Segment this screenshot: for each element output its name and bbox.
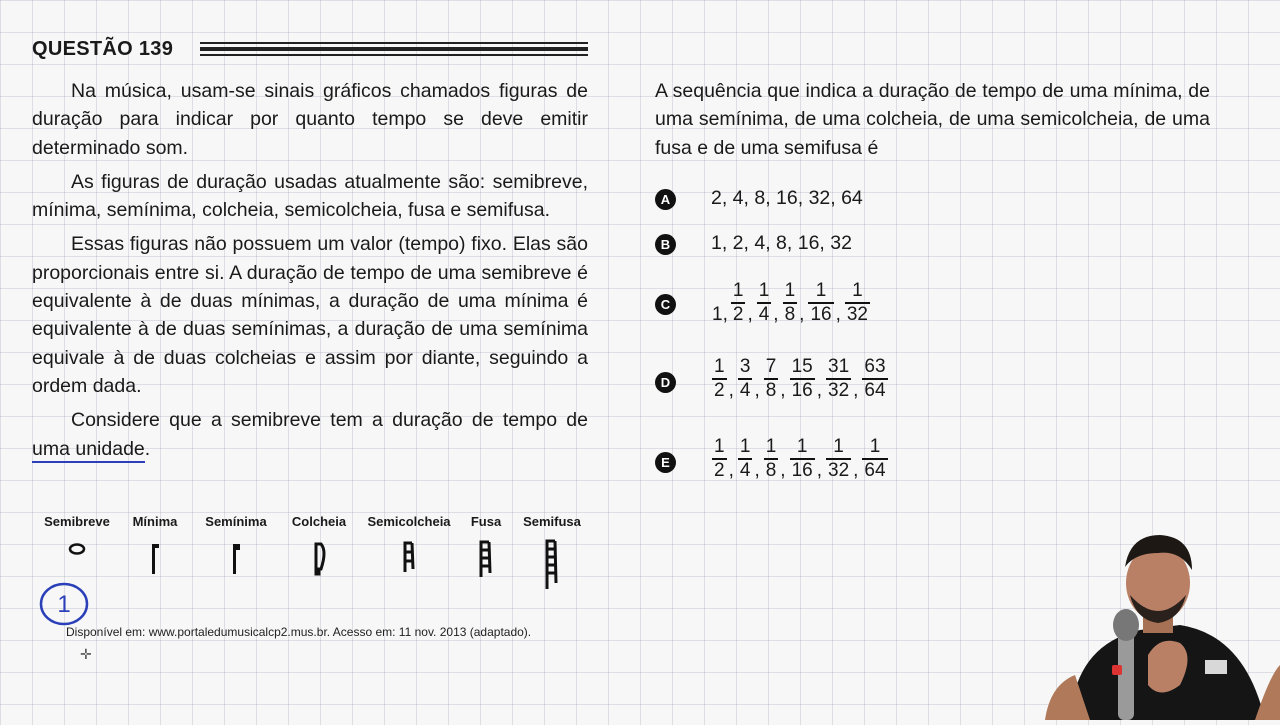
figure-label: Semibreve xyxy=(44,514,110,529)
fraction: $\frac{1}{16}$ xyxy=(810,280,832,325)
option-d-badge: D xyxy=(655,372,676,393)
seminima-icon xyxy=(221,539,251,579)
figure-minima xyxy=(126,514,184,579)
presenter-webcam xyxy=(1030,525,1280,720)
crosshair-cursor-icon: ✛ xyxy=(80,646,92,662)
fraction: $\frac{31}{32}$ xyxy=(828,356,850,401)
fraction: $\frac{1}{64}$ xyxy=(864,436,886,481)
fraction: $\frac{1}{2}$ xyxy=(714,356,725,401)
paragraph-4-end: . xyxy=(144,437,151,460)
fraction: $\frac{3}{4}$ xyxy=(739,356,751,401)
semicolcheia-icon xyxy=(394,539,424,579)
fraction: $\frac{1}{32}$ xyxy=(828,436,850,481)
fraction: $\frac{1}{2}$ xyxy=(732,280,744,325)
figure-label: Mínima xyxy=(132,514,178,529)
fraction: $\frac{1}{4}$ xyxy=(758,280,770,325)
figure-seminima xyxy=(196,514,276,579)
fraction: $\frac{1}{8}$ xyxy=(784,280,796,325)
option-a-badge: A xyxy=(655,189,676,210)
figure-semicolcheia xyxy=(360,514,458,579)
paragraph-4-start: Considere que a semibreve tem a duração de tempo de xyxy=(71,409,588,432)
paragraph-4 xyxy=(32,406,588,463)
option-e-badge: E xyxy=(655,452,676,473)
option-c-fractions: 1, $\frac{1}{2}$ , $\frac{1}{4}$ , $\frac{1}{8}$ , $\frac{1}{16}$ , $\frac{1}{32}$ xyxy=(712,280,868,325)
svg-text:1: 1 xyxy=(57,591,71,618)
note-figures-table xyxy=(30,514,590,604)
option-c-lead: 1, xyxy=(712,303,728,325)
fraction: $\frac{63}{64}$ xyxy=(864,356,886,401)
option-c-badge: C xyxy=(655,294,676,315)
figure-label: Semínima xyxy=(205,514,267,529)
option-b-text: 1, 2, 4, 8, 16, 32 xyxy=(711,232,852,254)
fraction: $\frac{7}{8}$ xyxy=(765,356,777,401)
question-statement xyxy=(32,77,588,469)
option-b-badge: B xyxy=(655,234,676,255)
fraction: $\frac{1}{16}$ xyxy=(791,436,813,481)
question-title: QUESTÃO 139 xyxy=(32,38,174,60)
title-rule xyxy=(200,42,588,59)
highlighted-text: uma unidade xyxy=(32,438,145,463)
option-e-fractions: $\frac{1}{2}$ , $\frac{1}{4}$ , $\frac{1}{8}$ , $\frac{1}{16}$ , $\frac{1}{32}$ , $\frac{1}{64}$ xyxy=(714,436,886,481)
handwritten-circled-one xyxy=(39,581,89,627)
figure-label: Semicolcheia xyxy=(367,514,451,529)
question-header xyxy=(32,38,588,64)
minima-icon xyxy=(140,539,170,579)
semibreve-icon xyxy=(62,539,92,579)
figure-semifusa xyxy=(516,514,588,593)
fraction: $\frac{1}{2}$ xyxy=(714,436,725,481)
figure-label: Semifusa xyxy=(523,514,581,529)
question-prompt: A sequência que indica a duração de tempo de uma mínima, de uma semínima, de uma colcheia, de uma semicolcheia, de uma fusa e de uma semifusa é xyxy=(655,80,1210,159)
figure-colcheia xyxy=(284,514,354,579)
paragraph-3: Essas figuras não possuem um valor (tempo) fixo. Elas são proporcionais entre si. A duração de tempo de uma semibreve é equivalente à de duas mínimas, a duração de uma mínima é equivalente à de duas semínimas, a duração de uma semínima equivale à de duas colcheias e assim por diante, seguindo a ordem dada. xyxy=(32,233,588,397)
source-citation: Disponível em: www.portaledumusicalcp2.mus.br. Acesso em: 11 nov. 2013 (adaptado). xyxy=(66,625,532,639)
figure-label: Colcheia xyxy=(291,514,347,529)
fraction: $\frac{1}{32}$ xyxy=(846,280,868,325)
colcheia-icon xyxy=(304,539,334,579)
paragraph-2: As figuras de duração usadas atualmente são: semibreve, mínima, semínima, colcheia, semicolcheia, fusa e semifusa. xyxy=(32,170,588,222)
option-a-text: 2, 4, 8, 16, 32, 64 xyxy=(711,187,863,209)
fusa-icon xyxy=(471,539,501,583)
figure-label: Fusa xyxy=(470,514,502,529)
fraction: $\frac{15}{16}$ xyxy=(791,356,813,401)
fraction: $\frac{1}{4}$ xyxy=(739,436,751,481)
paragraph-1: Na música, usam-se sinais gráficos chamados figuras de duração para indicar por quanto tempo se deve emitir determinado som. xyxy=(32,80,588,159)
semifusa-icon xyxy=(537,539,567,593)
option-d-fractions: $\frac{1}{2}$ , $\frac{3}{4}$ , $\frac{7}{8}$ , $\frac{15}{16}$ , $\frac{31}{32}$ , $\frac{63}{64}$ xyxy=(714,356,886,401)
figure-fusa xyxy=(464,514,508,583)
figure-semibreve xyxy=(30,514,124,579)
fraction: $\frac{1}{8}$ xyxy=(765,436,777,481)
